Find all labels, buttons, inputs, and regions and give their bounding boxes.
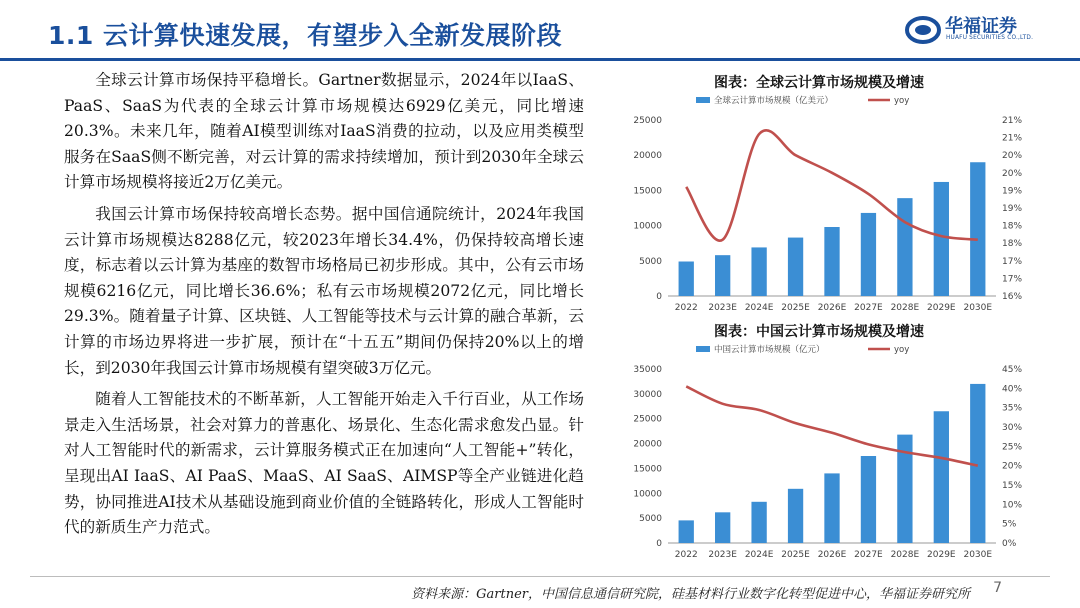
paragraph-global-market: 全球云计算市场保持平稳增长。Gartner数据显示，2024年以IaaS、PaaS、SaaS为代表的全球云计算市场规模达6929亿美元，同比增速20.3%。未来几年，随着AI模型训练对IaaS消费的拉动，以及应用类模型服务在SaaS侧不断完善，对云计算的需求持续增加，预计到2030年全球云计算市场规模将接近2万亿美元。 (64, 71, 584, 192)
y-tick-left: 0 (656, 292, 662, 302)
y-tick-right: 20% (1002, 151, 1023, 162)
x-tick-label: 2025E (781, 550, 810, 560)
x-tick-label: 2024E (744, 550, 774, 560)
title-divider (0, 58, 1080, 61)
source-note: 资料来源：Gartner，中国信息通信研究院，硅基材料行业数字化转型促进中心，华福证券研究所 (411, 587, 970, 602)
y-tick-right: 30% (1002, 423, 1023, 433)
y-tick-left: 0 (656, 539, 662, 549)
y-tick-right: 17% (1002, 274, 1023, 285)
y-tick-right: 18% (1002, 239, 1023, 250)
paragraph-china-market: 我国云计算市场保持较高增长态势。据中国信通院统计，2024年我国云计算市场规模达8288亿元，较2023年增长34.4%，仍保持较高增长速度，标志着以云计算为基座的数智市场格局已初步形成。其中，公有云市场规模6216亿元，同比增长36.6%；私有云市场规模2072亿元，同比增长29.3%。随着量子计算、区块链、人工智能等技术与云计算的融合革新，云计算的市场边界将进一步扩展，预计在“十五五”期间仍保持20%以上的增长，到2030年我国云计算市场规模有望突破3万亿元。 (64, 204, 584, 377)
y-tick-right: 16% (1002, 292, 1023, 302)
y-tick-right: 17% (1002, 256, 1023, 267)
x-tick-label: 2027E (854, 550, 883, 560)
y-tick-right: 19% (1002, 186, 1023, 197)
y-tick-right: 20% (1002, 168, 1023, 179)
logo-subtext: HUAFU SECURITIES CO.,LTD. (946, 35, 1034, 41)
y-tick-left: 15000 (633, 186, 662, 197)
y-tick-right: 20% (1002, 461, 1023, 472)
y-tick-right: 18% (1002, 221, 1023, 232)
logo-text: 华福证券 (945, 16, 1017, 37)
x-tick-label: 2023E (708, 550, 737, 560)
bar (824, 227, 839, 296)
x-tick-label: 2028E (890, 550, 920, 560)
x-tick-label: 2029E (927, 303, 956, 313)
y-tick-left: 25000 (633, 414, 662, 425)
x-tick-label: 2030E (963, 550, 993, 560)
bar (934, 411, 949, 543)
x-tick-label: 2026E (817, 550, 847, 560)
y-tick-right: 45% (1002, 365, 1023, 375)
chart-title-china: 图表：中国云计算市场规模及增速 (714, 324, 924, 340)
y-tick-right: 10% (1002, 500, 1023, 511)
y-tick-left: 5000 (639, 514, 662, 525)
y-tick-left: 10000 (633, 221, 662, 232)
y-tick-right: 21% (1002, 116, 1023, 126)
bar (679, 520, 694, 543)
x-tick-label: 2028E (890, 303, 920, 313)
legend-swatch-bar (696, 346, 710, 352)
page-number: 7 (993, 580, 1002, 596)
x-tick-label: 2022 (674, 303, 698, 313)
y-tick-right: 5% (1002, 519, 1017, 530)
footer-divider (30, 576, 1050, 577)
bar (751, 247, 766, 296)
bar (715, 512, 730, 543)
paragraph-ai-trend: 随着人工智能技术的不断革新，人工智能开始走入千行百业，从工作场景走入生活场景，社会对算力的普惠化、场景化、生态化需求愈发凸显。针对人工智能时代的新需求，云计算服务模式正在加速向“人工智能+”转化，呈现出AI IaaS、AI PaaS、MaaS、AI SaaS、AIMSP等全产业链进化趋势，协同推进AI技术从基础设施到商业价值的全链路转化，形成人工智能时代的新质生产力范式。 (64, 390, 584, 537)
x-tick-label: 2025E (781, 303, 810, 313)
chart-global-cloud (620, 92, 1060, 318)
x-tick-label: 2023E (708, 303, 737, 313)
company-logo (905, 10, 1040, 50)
bar (751, 502, 766, 543)
bar (715, 255, 730, 296)
y-tick-left: 25000 (633, 116, 662, 126)
legend-label-bar: 中国云计算市场规模（亿元） (714, 345, 825, 355)
y-tick-left: 10000 (633, 489, 662, 500)
y-tick-right: 0% (1002, 539, 1017, 549)
y-tick-left: 5000 (639, 256, 662, 267)
x-tick-label: 2029E (927, 550, 956, 560)
bar (679, 262, 694, 296)
y-tick-right: 25% (1002, 442, 1023, 453)
legend-label-line: yoy (894, 96, 910, 106)
y-tick-right: 15% (1002, 481, 1023, 491)
bar (861, 213, 876, 296)
page-title: 1.1 云计算快速发展，有望步入全新发展阶段 (48, 21, 562, 50)
x-tick-label: 2022 (674, 550, 698, 560)
legend-label-line: yoy (894, 345, 910, 355)
y-tick-right: 21% (1002, 133, 1023, 144)
bar (897, 198, 912, 296)
logo-swirl-icon (905, 12, 941, 48)
bar (934, 182, 949, 296)
y-tick-left: 20000 (633, 439, 662, 450)
y-tick-left: 30000 (633, 389, 662, 400)
x-tick-label: 2027E (854, 303, 883, 313)
x-tick-label: 2024E (744, 303, 774, 313)
y-tick-left: 15000 (633, 464, 662, 475)
chart-title-global: 图表：全球云计算市场规模及增速 (714, 75, 924, 91)
bar (824, 473, 839, 543)
body-text (64, 68, 584, 547)
bar (788, 238, 803, 296)
y-tick-left: 35000 (633, 365, 662, 375)
bar (970, 162, 985, 296)
x-tick-label: 2026E (817, 303, 847, 313)
bar (861, 456, 876, 543)
x-tick-label: 2030E (963, 303, 993, 313)
legend-label-bar: 全球云计算市场规模（亿美元） (714, 96, 834, 106)
legend-swatch-bar (696, 97, 710, 103)
bar (788, 489, 803, 543)
y-tick-right: 40% (1002, 384, 1023, 395)
y-tick-right: 35% (1002, 403, 1023, 414)
y-tick-right: 19% (1002, 204, 1023, 214)
chart-china-cloud (620, 341, 1060, 571)
y-tick-left: 20000 (633, 151, 662, 162)
